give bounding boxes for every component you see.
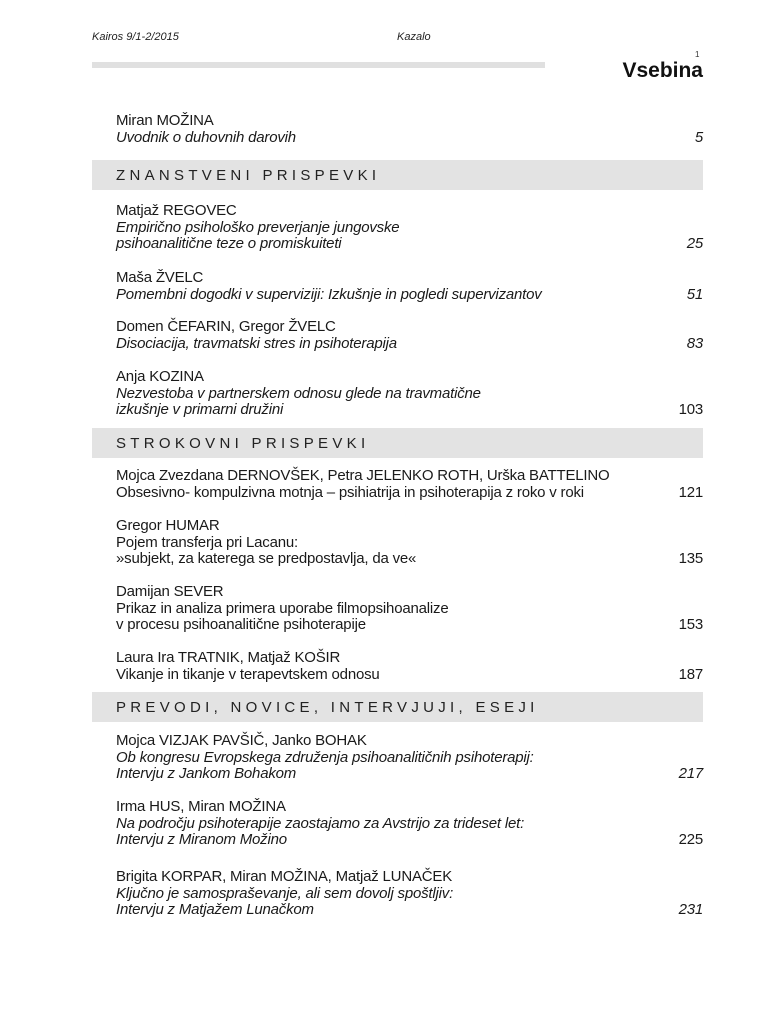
entry-title: Nezvestoba v partnerskem odnosu glede na travmatične <box>116 384 481 402</box>
entry-page: 51 <box>686 285 703 303</box>
toc-entry <box>116 518 703 568</box>
entry-title: v procesu psihoanalitične psihoterapije <box>116 616 366 633</box>
section-heading-bar <box>92 428 703 458</box>
entry-authors: Damijan SEVER <box>116 583 224 600</box>
toc-entry <box>116 799 703 849</box>
header-rule <box>92 62 545 68</box>
entry-title: Uvodnik o duhovnih darovih <box>116 128 296 146</box>
page-title: Vsebina <box>622 59 703 82</box>
entry-page: 153 <box>678 616 703 633</box>
entry-page: 231 <box>678 901 703 918</box>
toc-entry <box>116 650 703 683</box>
section-heading-bar <box>92 160 703 190</box>
toc-entry <box>116 869 703 919</box>
toc-entry <box>116 270 703 303</box>
entry-title: Ključno je samospraševanje, ali sem dovolj spoštljiv: <box>116 884 454 902</box>
entry-page: 225 <box>678 831 703 848</box>
toc-entry <box>116 369 703 419</box>
journal-issue: Kairos 9/1-2/2015 <box>92 31 179 43</box>
entry-title: Empirično psihološko preverjanje jungovske <box>116 218 400 236</box>
page-number: 1 <box>695 50 700 59</box>
section-heading-bar <box>92 692 703 722</box>
entry-title: »subjekt, za katerega se predpostavlja, da ve« <box>116 550 417 567</box>
entry-title: Prikaz in analiza primera uporabe filmopsihoanalize <box>116 599 449 617</box>
entry-authors: Gregor HUMAR <box>116 517 220 534</box>
entry-authors: Domen ČEFARIN, Gregor ŽVELC <box>116 318 336 335</box>
entry-page: 217 <box>678 765 703 782</box>
entry-title: Ob kongresu Evropskega združenja psihoanalitičnih psihoterapij: <box>116 748 534 766</box>
entry-title: psihoanalitične teze o promiskuiteti <box>116 235 342 252</box>
entry-page: 5 <box>694 128 703 146</box>
entry-title: Pojem transferja pri Lacanu: <box>116 533 298 551</box>
toc-entry <box>116 584 703 634</box>
entry-title: Intervju z Matjažem Lunačkom <box>116 901 314 918</box>
running-header: Kazalo <box>397 31 431 43</box>
toc-entry <box>116 468 703 501</box>
entry-page: 135 <box>678 550 703 567</box>
entry-title: Obsesivno- kompulzivna motnja – psihiatrija in psihoterapija z roko v roki <box>116 483 584 501</box>
entry-page: 121 <box>678 483 703 501</box>
entry-page: 187 <box>678 665 703 683</box>
entry-authors: Matjaž REGOVEC <box>116 202 237 219</box>
entry-title: Pomembni dogodki v superviziji: Izkušnje in pogledi supervizantov <box>116 285 542 303</box>
entry-authors: Anja KOZINA <box>116 368 204 385</box>
entry-authors: Miran MOŽINA <box>116 112 214 129</box>
entry-page: 83 <box>686 334 703 352</box>
entry-authors: Maša ŽVELC <box>116 269 204 286</box>
toc-entry <box>116 113 703 146</box>
entry-authors: Laura Ira TRATNIK, Matjaž KOŠIR <box>116 649 341 666</box>
entry-title: Intervju z Miranom Možino <box>116 831 287 848</box>
toc-entry <box>116 203 703 253</box>
section-heading: ZNANSTVENI PRISPEVKI <box>116 167 381 184</box>
section-heading: STROKOVNI PRISPEVKI <box>116 435 370 452</box>
entry-title: Na področju psihoterapije zaostajamo za Avstrijo za trideset let: <box>116 814 525 832</box>
entry-authors: Mojca Zvezdana DERNOVŠEK, Petra JELENKO ROTH, Urška BATTELINO <box>116 467 610 484</box>
entry-authors: Irma HUS, Miran MOŽINA <box>116 798 286 815</box>
entry-title: Intervju z Jankom Bohakom <box>116 765 297 782</box>
entry-page: 103 <box>678 401 703 418</box>
entry-title: Vikanje in tikanje v terapevtskem odnosu <box>116 665 380 683</box>
toc-entry <box>116 319 703 352</box>
entry-authors: Mojca VIZJAK PAVŠIČ, Janko BOHAK <box>116 732 367 749</box>
entry-title: Disociacija, travmatski stres in psihoterapija <box>116 334 397 352</box>
section-heading: PREVODI, NOVICE, INTERVJUJI, ESEJI <box>116 699 539 716</box>
entry-title: izkušnje v primarni družini <box>116 401 284 418</box>
entry-authors: Brigita KORPAR, Miran MOŽINA, Matjaž LUNAČEK <box>116 868 452 885</box>
entry-page: 25 <box>686 235 703 252</box>
toc-entry <box>116 733 703 783</box>
